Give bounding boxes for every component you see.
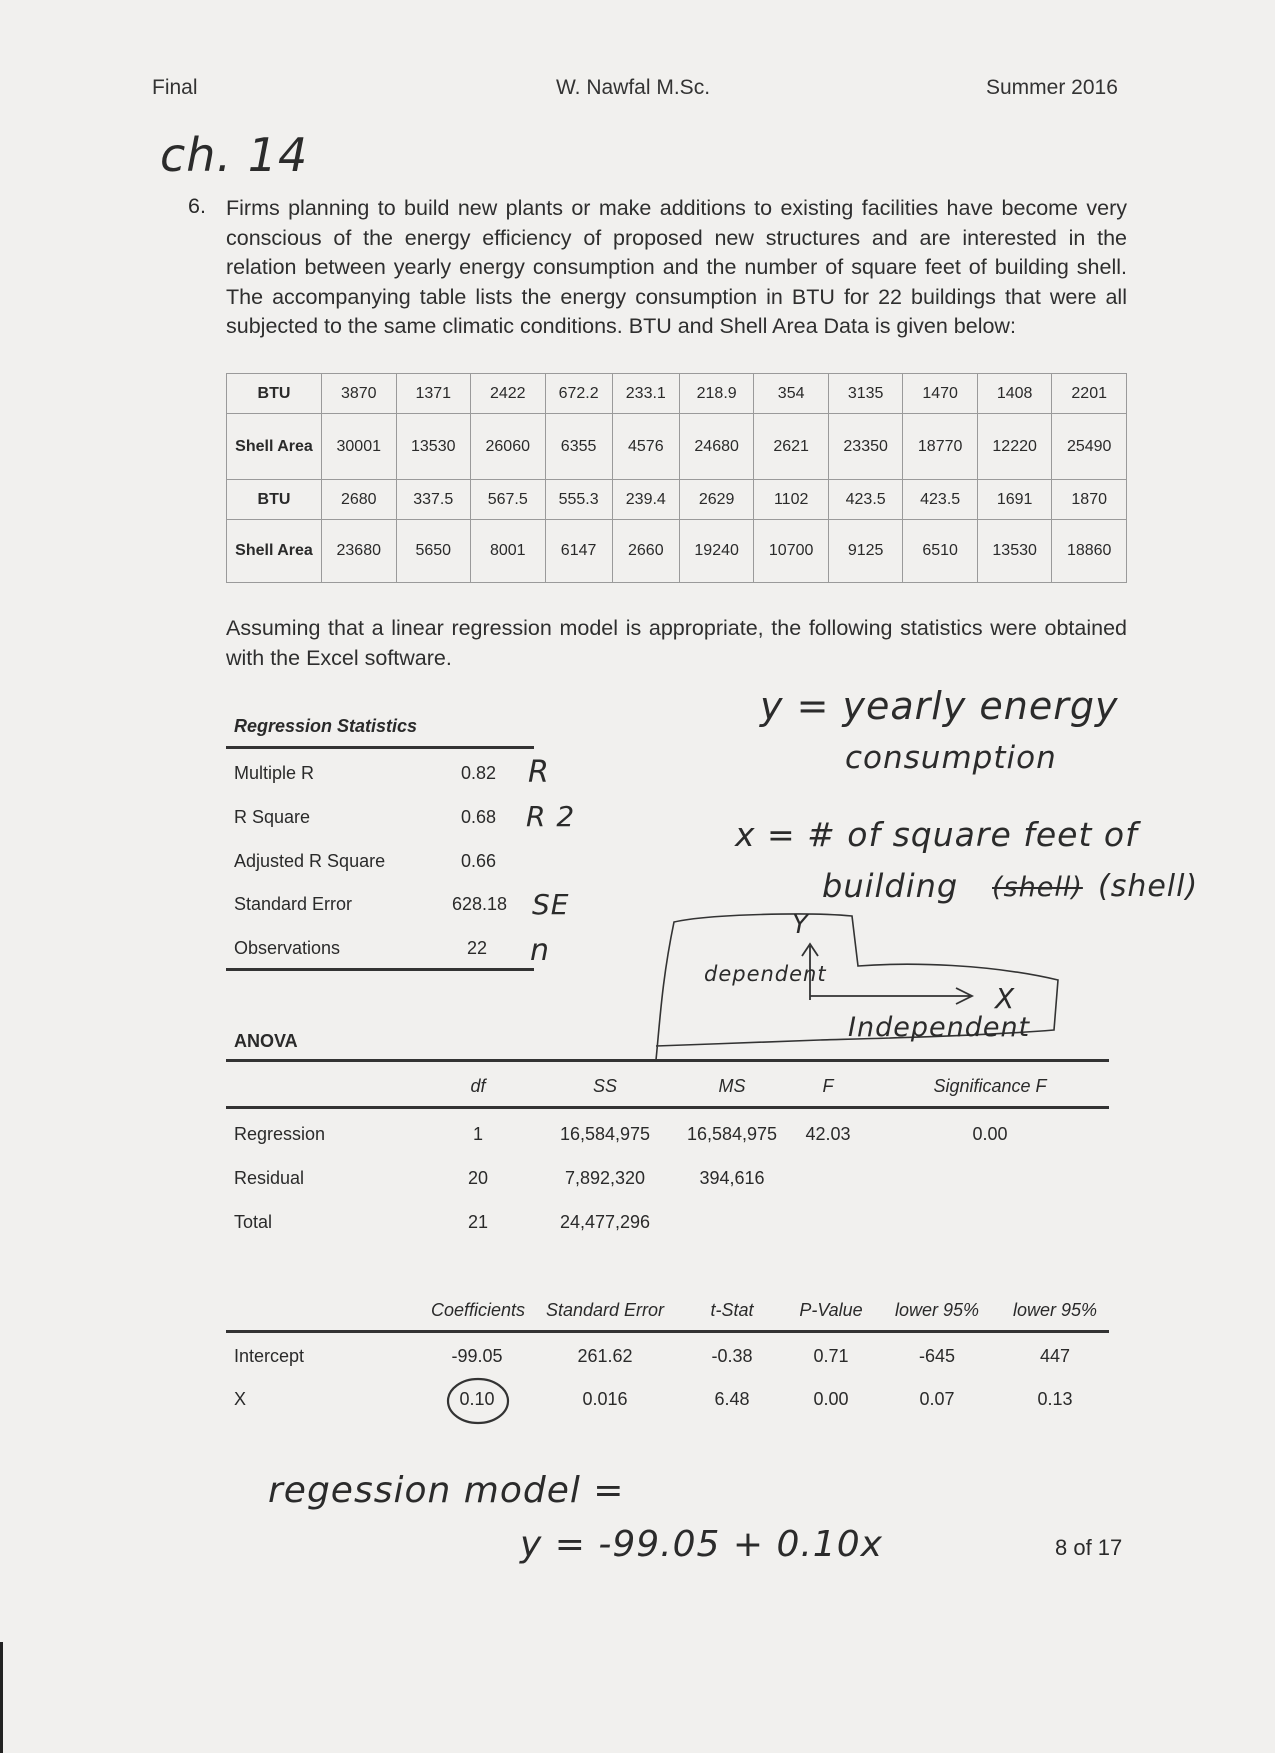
coef-header: P-Value: [799, 1300, 863, 1320]
divider: [226, 1330, 1109, 1333]
row-label: BTU: [227, 480, 322, 520]
handwritten-shell: (shell): [1098, 869, 1199, 904]
table-cell: 1691: [977, 480, 1052, 520]
coef-cell: 0.016: [582, 1389, 628, 1409]
table-cell: 19240: [679, 520, 754, 583]
table-cell: 4576: [612, 414, 679, 480]
stat-label: R Square: [234, 807, 311, 827]
table-cell: 672.2: [545, 374, 612, 414]
table-cell: 354: [754, 374, 829, 414]
handwritten-y-label: Y: [792, 910, 809, 940]
table-cell: 6355: [545, 414, 612, 480]
table-row: [227, 480, 1127, 520]
stat-value: 22: [466, 938, 487, 958]
handwritten-note-r2: R 2: [526, 800, 576, 833]
table-cell: 2422: [471, 374, 546, 414]
table-cell: 233.1: [612, 374, 679, 414]
header-left: Final: [152, 76, 198, 99]
table-cell: 10700: [754, 520, 829, 583]
coef-cell: 0.71: [813, 1346, 849, 1366]
table-row: [227, 414, 1127, 480]
table-cell: 3135: [828, 374, 903, 414]
data-table: [226, 373, 1127, 583]
coef-cell: 0.00: [813, 1389, 849, 1409]
regression-stats-title: Regression Statistics: [234, 716, 418, 736]
table-cell: 1102: [754, 480, 829, 520]
row-label: Shell Area: [227, 520, 322, 583]
anova-cell: 42.03: [805, 1124, 851, 1144]
table-cell: 2629: [679, 480, 754, 520]
table-cell: 30001: [322, 414, 397, 480]
table-cell: 23350: [828, 414, 903, 480]
stat-value: 0.82: [460, 763, 496, 783]
coef-cell: 261.62: [577, 1346, 633, 1366]
anova-cell: 20: [467, 1168, 489, 1188]
table-cell: 2201: [1052, 374, 1127, 414]
question-text: Firms planning to build new plants or make additions to existing facilities have become very conscious of the energy efficiency of proposed new structures and are interested in the relation between yearly energy consumption and the number of square feet of building shell. The accompanying table lists the energy consumption in BTU for 22 buildings that were all subjected to the same climatic conditions. BTU and Shell Area Data is given below:: [226, 196, 1127, 338]
anova-row-label: Total: [234, 1212, 273, 1232]
handwritten-model-equation: y = -99.05 + 0.10x: [520, 1524, 883, 1565]
table-cell: 18860: [1052, 520, 1127, 583]
table-cell: 9125: [828, 520, 903, 583]
divider: [226, 968, 534, 971]
table-cell: 2621: [754, 414, 829, 480]
stat-label: Standard Error: [234, 894, 353, 914]
row-label: Shell Area: [227, 414, 322, 480]
anova-cell: 16,584,975: [559, 1124, 651, 1144]
stat-label: Adjusted R Square: [234, 851, 386, 871]
handwritten-x-definition-line2: building: [822, 867, 959, 905]
stat-label: Observations: [234, 938, 341, 958]
row-label: BTU: [227, 374, 322, 414]
table-row: [227, 520, 1127, 583]
table-cell: 2680: [322, 480, 397, 520]
coef-cell: 6.48: [714, 1389, 750, 1409]
table-cell: 239.4: [612, 480, 679, 520]
scan-edge: [0, 1642, 3, 1753]
divider: [226, 746, 534, 749]
handwritten-note-r: R: [528, 755, 550, 790]
handwritten-x-label: X: [995, 982, 1016, 1015]
divider: [226, 1106, 1109, 1109]
anova-header: df: [470, 1076, 486, 1096]
anova-cell: 1: [472, 1124, 483, 1144]
anova-header: Significance F: [933, 1076, 1047, 1096]
stat-value: 0.68: [460, 807, 496, 827]
coef-cell: -0.38: [711, 1346, 753, 1366]
stat-value: 0.66: [460, 851, 496, 871]
header-right: Summer 2016: [986, 76, 1118, 99]
arrow-right-icon: [810, 988, 972, 1004]
anova-header: SS: [592, 1076, 617, 1096]
anova-cell: 21: [467, 1212, 489, 1232]
table-cell: 18770: [903, 414, 978, 480]
circle-mark: [448, 1379, 508, 1423]
question-number: 6.: [188, 194, 206, 218]
table-cell: 423.5: [903, 480, 978, 520]
table-cell: 555.3: [545, 480, 612, 520]
coef-header: Coefficients: [430, 1300, 526, 1320]
coef-header: t-Stat: [710, 1300, 754, 1320]
coef-cell: -645: [918, 1346, 956, 1366]
table-cell: 13530: [396, 414, 471, 480]
coef-header: lower 95%: [894, 1300, 980, 1320]
handwritten-independent: Independent: [848, 1012, 1031, 1043]
table-cell: 25490: [1052, 414, 1127, 480]
table-cell: 5650: [396, 520, 471, 583]
table-cell: 1470: [903, 374, 978, 414]
page-number: 8 of 17: [1055, 1535, 1123, 1560]
anova-cell: 0.00: [972, 1124, 1008, 1144]
anova-cell: 24,477,296: [559, 1212, 651, 1232]
table-cell: 12220: [977, 414, 1052, 480]
chapter-note: ch. 14: [160, 128, 309, 182]
coef-cell: 0.13: [1037, 1389, 1073, 1409]
table-cell: 1371: [396, 374, 471, 414]
anova-header: MS: [718, 1076, 746, 1096]
handwritten-x-definition: x = # of square feet of: [735, 815, 1138, 854]
table-cell: 1870: [1052, 480, 1127, 520]
table-cell: 8001: [471, 520, 546, 583]
handwritten-circle: [444, 1374, 512, 1428]
table-cell: 337.5: [396, 480, 471, 520]
table-cell: 423.5: [828, 480, 903, 520]
anova-cell: 394,616: [699, 1168, 765, 1188]
coef-row-label: Intercept: [234, 1346, 305, 1366]
coef-row-label: X: [234, 1389, 247, 1409]
table-cell: 1408: [977, 374, 1052, 414]
coef-cell: -99.05: [451, 1346, 503, 1366]
anova-title: ANOVA: [234, 1031, 298, 1051]
handwritten-note-se: SE: [532, 888, 570, 921]
table-cell: 218.9: [679, 374, 754, 414]
handwritten-y-definition-line2: consumption: [845, 740, 1057, 776]
table-cell: 3870: [322, 374, 397, 414]
table-cell: 567.5: [471, 480, 546, 520]
coef-cell: 0.10: [459, 1389, 495, 1409]
table-cell: 2660: [612, 520, 679, 583]
table-row: [227, 374, 1127, 414]
handwritten-strikeout: (shell): [992, 872, 1083, 903]
handwritten-note-n: n: [530, 933, 551, 968]
coef-header: Standard Error: [545, 1300, 665, 1320]
anova-row-label: Regression: [234, 1124, 326, 1144]
assumption-text: Assuming that a linear regression model is appropriate, the following statistics were obtained with the Excel software.: [226, 616, 1127, 670]
anova-cell: 7,892,320: [564, 1168, 646, 1188]
table-cell: 13530: [977, 520, 1052, 583]
divider: [226, 1059, 1109, 1062]
table-cell: 6147: [545, 520, 612, 583]
table-cell: 23680: [322, 520, 397, 583]
table-cell: 24680: [679, 414, 754, 480]
header-center: W. Nawfal M.Sc.: [556, 76, 711, 99]
anova-header: F: [822, 1076, 834, 1096]
anova-row-label: Residual: [234, 1168, 305, 1188]
stat-value: 628.18: [451, 894, 507, 914]
handwritten-model-label: regession model =: [268, 1470, 625, 1511]
anova-cell: 16,584,975: [686, 1124, 778, 1144]
table-cell: 6510: [903, 520, 978, 583]
handwritten-dependent: dependent: [704, 962, 827, 986]
coef-header: lower 95%: [1012, 1300, 1098, 1320]
handwritten-y-definition: y = yearly energy: [760, 684, 1119, 728]
stat-label: Multiple R: [234, 763, 315, 783]
coef-cell: 447: [1039, 1346, 1071, 1366]
table-cell: 26060: [471, 414, 546, 480]
coef-cell: 0.07: [919, 1389, 955, 1409]
